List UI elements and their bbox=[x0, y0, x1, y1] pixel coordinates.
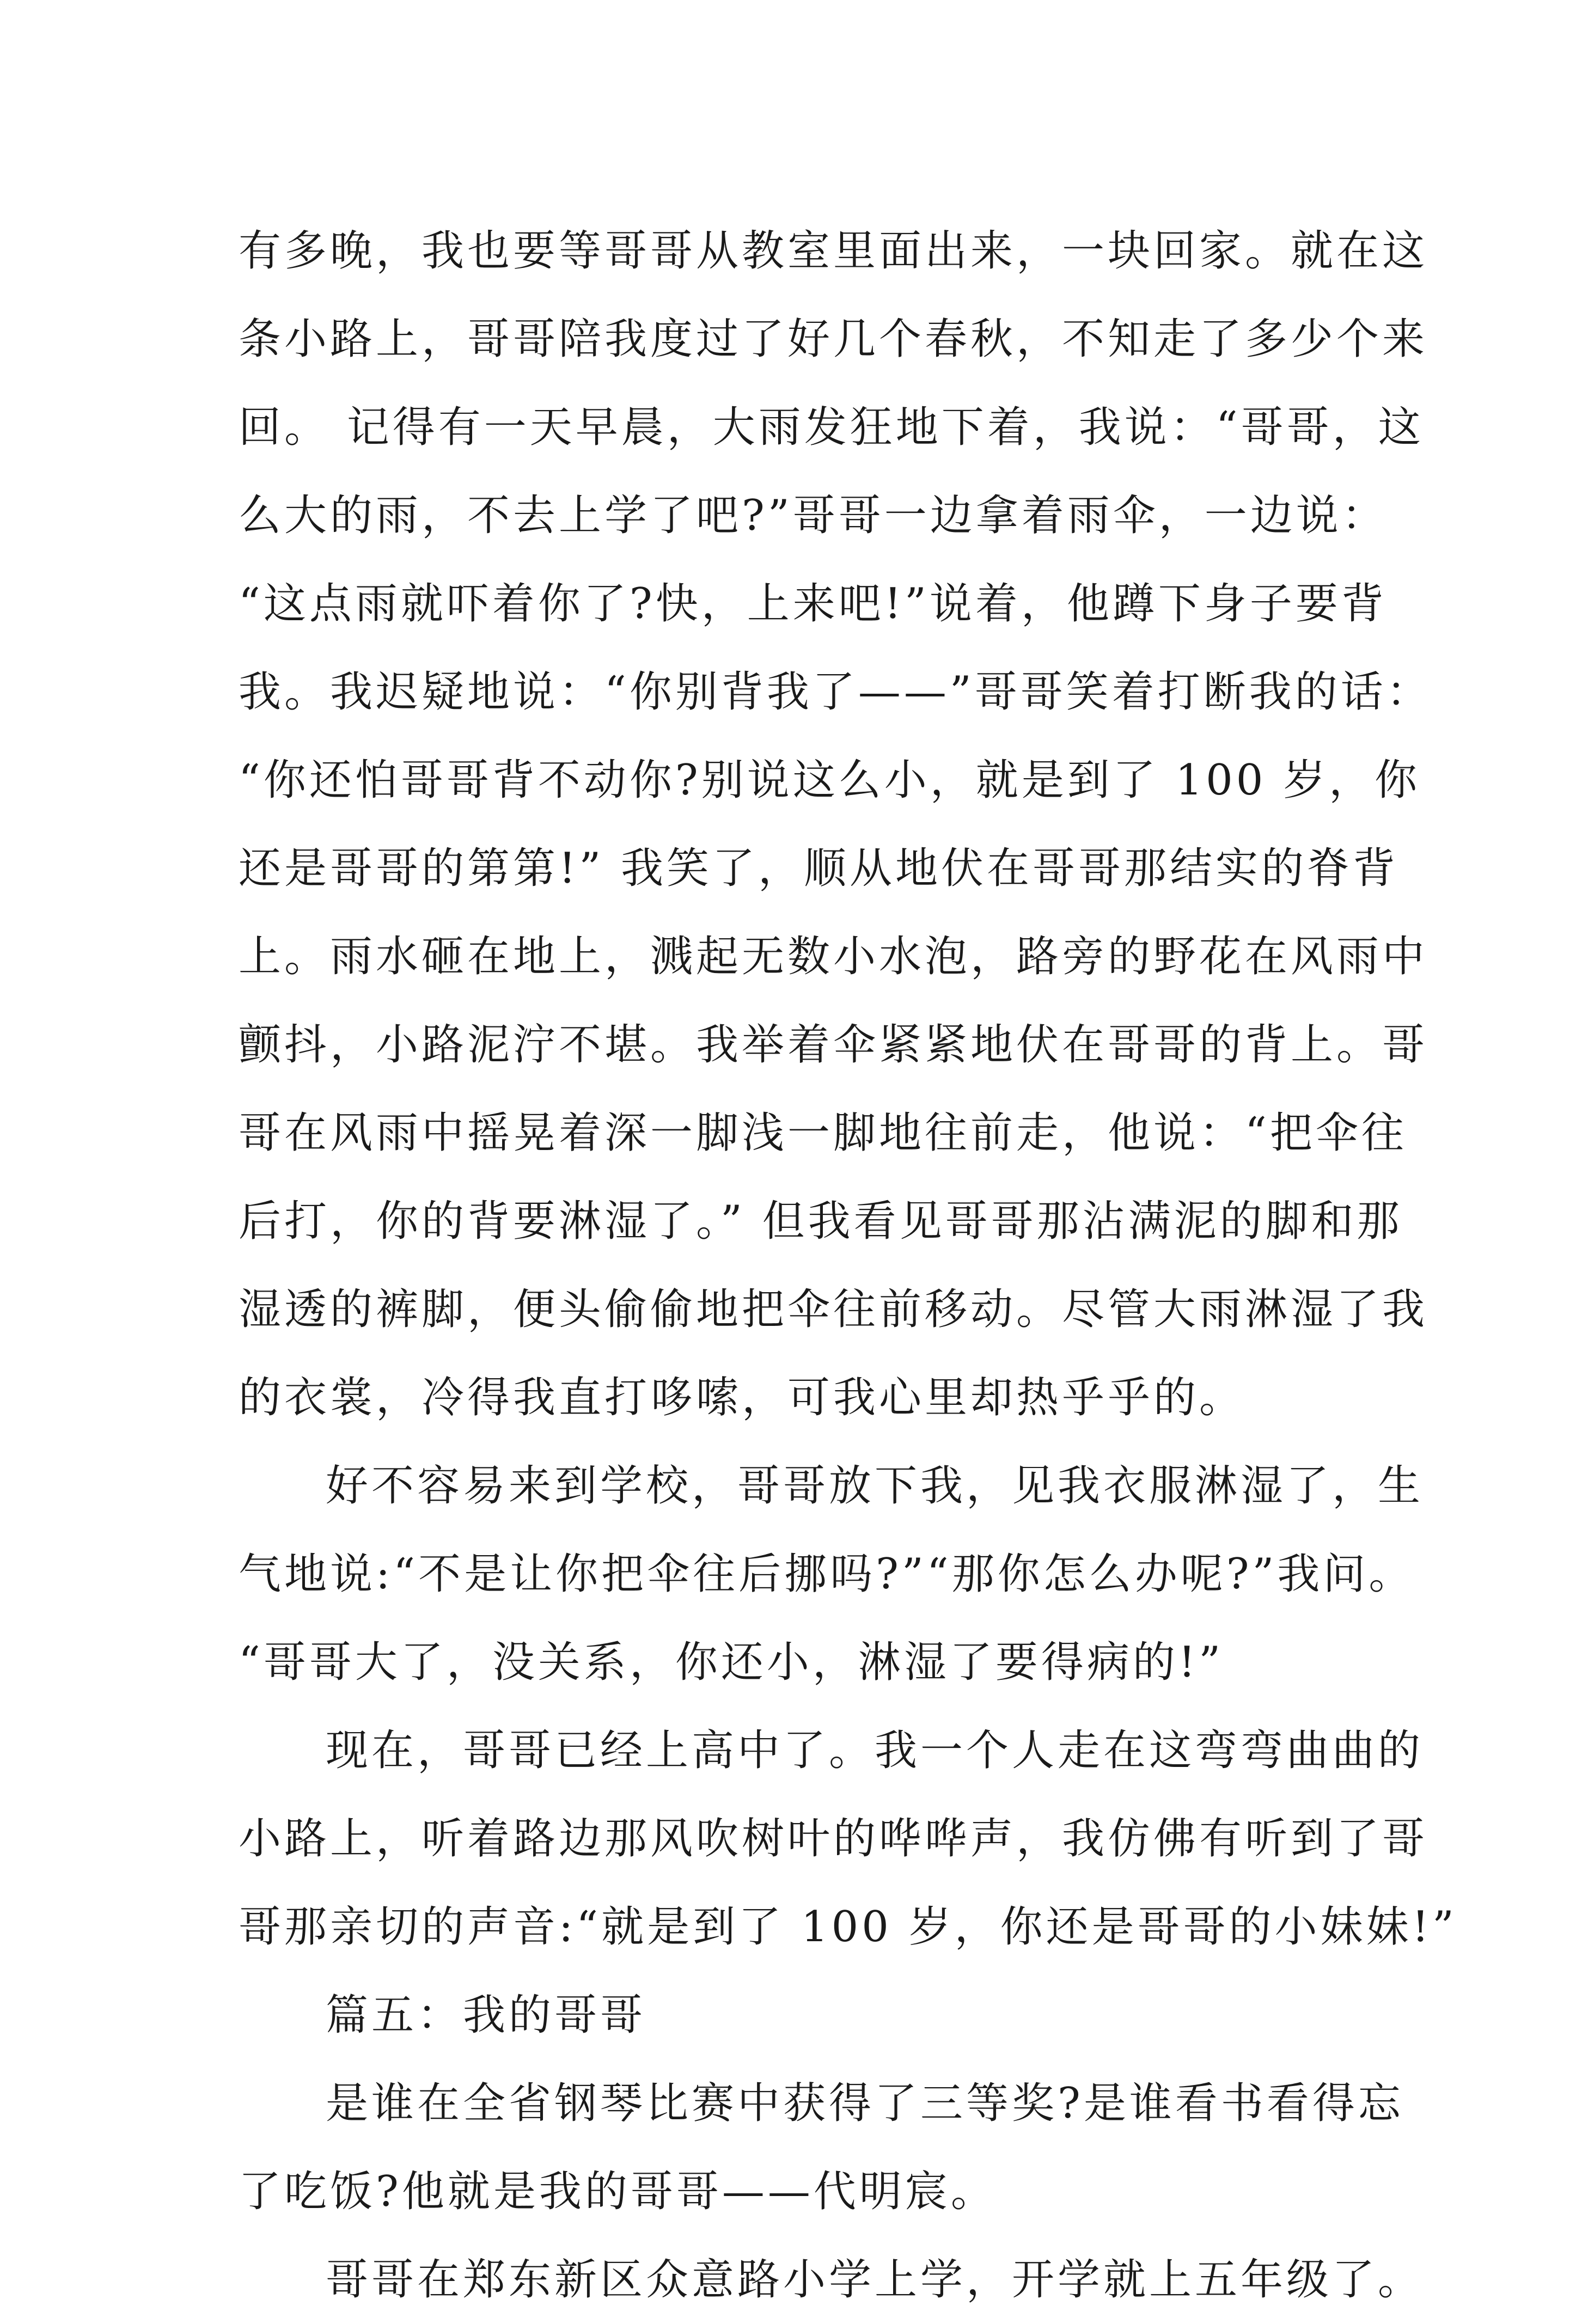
text-line: 颤抖，小路泥泞不堪。我举着伞紧紧地伏在哥哥的背上。哥 bbox=[239, 1020, 1428, 1069]
text-line: 小路上，听着路边那风吹树叶的哗哗声，我仿佛有听到了哥 bbox=[239, 1814, 1428, 1863]
text-line: “你还怕哥哥背不动你?别说这么小，就是到了 100 岁，你 bbox=[239, 756, 1421, 805]
text-line: 还是哥哥的第第!” 我笑了，顺从地伏在哥哥那结实的脊背 bbox=[239, 844, 1399, 893]
article-body bbox=[239, 207, 1457, 2324]
text-line: “哥哥大了，没关系，你还小，淋湿了要得病的!” bbox=[239, 1638, 1224, 1687]
text-line: 后打，你的背要淋湿了。” 但我看见哥哥那沾满泥的脚和那 bbox=[239, 1197, 1403, 1246]
text-line: 么大的雨，不去上学了吧?”哥哥一边拿着雨伞，一边说： bbox=[239, 491, 1388, 540]
text-line: 回。 记得有一天早晨，大雨发狂地下着，我说：“哥哥，这 bbox=[239, 403, 1424, 452]
text-line: 上。雨水砸在地上，溅起无数小水泡，路旁的野花在风雨中 bbox=[239, 932, 1428, 981]
text-line: 了吃饭?他就是我的哥哥——代明宸。 bbox=[239, 2167, 997, 2216]
section-heading: 篇五：我的哥哥 bbox=[326, 1991, 646, 2040]
text-line: 哥那亲切的声音:“就是到了 100 岁，你还是哥哥的小妹妹!” bbox=[239, 1903, 1457, 1952]
text-line: 条小路上，哥哥陪我度过了好几个春秋，不知走了多少个来 bbox=[239, 315, 1428, 364]
paragraph-start-line: 现在，哥哥已经上高中了。我一个人走在这弯弯曲曲的 bbox=[326, 1726, 1424, 1775]
paragraph-start-line: 是谁在全省钢琴比赛中获得了三等奖?是谁看书看得忘 bbox=[326, 2079, 1404, 2128]
paragraph-start-line: 哥哥在郑东新区众意路小学上学，开学就上五年级了。 bbox=[326, 2255, 1424, 2304]
text-line: 湿透的裤脚，便头偷偷地把伞往前移动。尽管大雨淋湿了我 bbox=[239, 1285, 1428, 1334]
text-line: 有多晚，我也要等哥哥从教室里面出来，一块回家。就在这 bbox=[239, 227, 1428, 276]
paragraph-start-line: 好不容易来到学校，哥哥放下我，见我衣服淋湿了，生 bbox=[326, 1461, 1424, 1510]
text-line: 的衣裳，冷得我直打哆嗦，可我心里却热乎乎的。 bbox=[239, 1373, 1245, 1422]
text-line: “这点雨就吓着你了?快，上来吧!”说着，他蹲下身子要背 bbox=[239, 579, 1387, 628]
text-line: 气地说:“不是让你把伞往后挪吗?”“那你怎么办呢?”我问。 bbox=[239, 1550, 1415, 1599]
text-line: 我。我迟疑地说：“你别背我了——”哥哥笑着打断我的话： bbox=[239, 668, 1432, 717]
text-line: 哥在风雨中摇晃着深一脚浅一脚地往前走，他说：“把伞往 bbox=[239, 1109, 1407, 1158]
